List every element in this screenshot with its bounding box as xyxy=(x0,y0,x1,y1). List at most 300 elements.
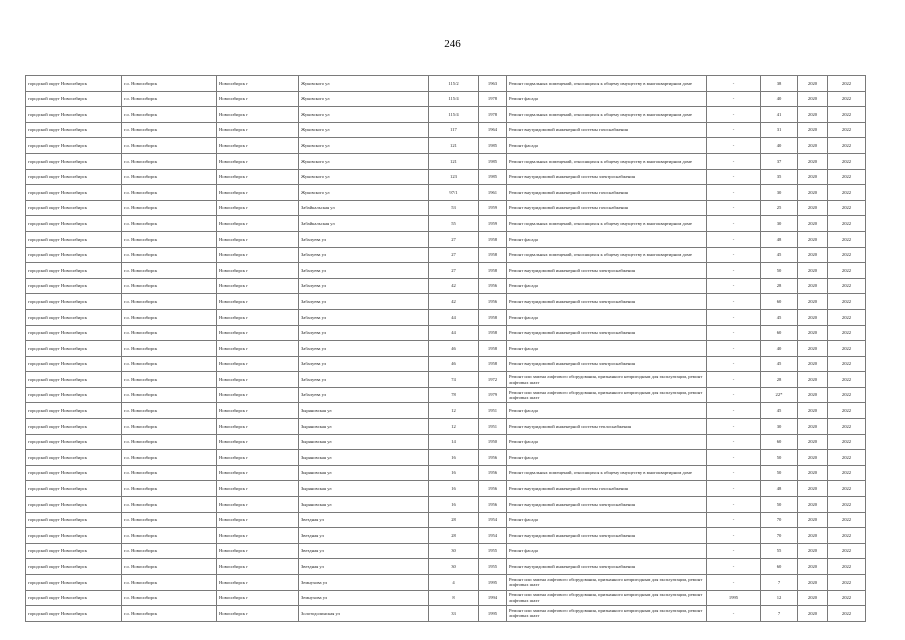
municipality-cell: городской округ Новосибирск xyxy=(26,107,122,123)
start-year-cell: 2020 xyxy=(798,465,828,481)
table-row xyxy=(26,465,866,481)
city-cell: Новосибирск г xyxy=(217,450,299,466)
build-year-cell: 1958 xyxy=(479,356,507,372)
work-type-cell: Ремонт фасада xyxy=(507,450,707,466)
start-year-cell: 2020 xyxy=(798,434,828,450)
table-row xyxy=(26,512,866,528)
table-row xyxy=(26,138,866,154)
city-cell: Новосибирск г xyxy=(217,372,299,388)
end-year-cell: 2022 xyxy=(828,341,866,357)
start-year-cell: 2020 xyxy=(798,76,828,92)
municipality-cell: городской округ Новосибирск xyxy=(26,559,122,575)
end-year-cell: 2022 xyxy=(828,76,866,92)
street-cell: Земнухова ул xyxy=(299,575,429,591)
municipality-cell: городской округ Новосибирск xyxy=(26,543,122,559)
house-number-cell: 14 xyxy=(429,434,479,450)
house-number-cell: 8 xyxy=(429,590,479,606)
work-type-cell: Ремонт внутридомовой инженерной системы теплоснабжения xyxy=(507,419,707,435)
build-year-cell: 1994 xyxy=(479,590,507,606)
house-number-cell: 27 xyxy=(429,247,479,263)
commissioning-cell: - xyxy=(707,356,761,372)
city-cell: Новосибирск г xyxy=(217,278,299,294)
municipality-cell: городской округ Новосибирск xyxy=(26,216,122,232)
table-row xyxy=(26,372,866,388)
start-year-cell: 2020 xyxy=(798,590,828,606)
municipality-cell: городской округ Новосибирск xyxy=(26,575,122,591)
wear-percent-cell: 7 xyxy=(761,606,798,622)
wear-percent-cell: 45 xyxy=(761,247,798,263)
city-cell: Новосибирск г xyxy=(217,153,299,169)
build-year-cell: 1978 xyxy=(479,107,507,123)
build-year-cell: 1956 xyxy=(479,278,507,294)
start-year-cell: 2020 xyxy=(798,169,828,185)
wear-percent-cell: 12 xyxy=(761,590,798,606)
municipality-cell: городской округ Новосибирск xyxy=(26,419,122,435)
commissioning-cell: - xyxy=(707,434,761,450)
municipality-cell: городской округ Новосибирск xyxy=(26,263,122,279)
commissioning-cell: - xyxy=(707,76,761,92)
city-cell: Новосибирск г xyxy=(217,309,299,325)
commissioning-cell: - xyxy=(707,497,761,513)
commissioning-cell: - xyxy=(707,169,761,185)
commissioning-cell: - xyxy=(707,512,761,528)
start-year-cell: 2020 xyxy=(798,278,828,294)
end-year-cell: 2022 xyxy=(828,309,866,325)
municipality-cell: городской округ Новосибирск xyxy=(26,372,122,388)
build-year-cell: 1963 xyxy=(479,76,507,92)
commissioning-cell: - xyxy=(707,465,761,481)
municipality-cell: городской округ Новосибирск xyxy=(26,590,122,606)
commissioning-cell: - xyxy=(707,606,761,622)
work-type-cell: Ремонт фасада xyxy=(507,278,707,294)
start-year-cell: 2020 xyxy=(798,263,828,279)
build-year-cell: 1951 xyxy=(479,419,507,435)
work-type-cell: Ремонт фасада xyxy=(507,91,707,107)
settlement-cell: г.о. Новосибирск xyxy=(122,512,217,528)
city-cell: Новосибирск г xyxy=(217,512,299,528)
street-cell: Забалуева ул xyxy=(299,263,429,279)
start-year-cell: 2020 xyxy=(798,341,828,357)
table-row xyxy=(26,497,866,513)
table-row xyxy=(26,294,866,310)
city-cell: Новосибирск г xyxy=(217,76,299,92)
wear-percent-cell: 35 xyxy=(761,169,798,185)
wear-percent-cell: 70 xyxy=(761,512,798,528)
commissioning-cell: - xyxy=(707,372,761,388)
table-row xyxy=(26,91,866,107)
house-number-cell: 28 xyxy=(429,512,479,528)
commissioning-cell: - xyxy=(707,200,761,216)
work-type-cell: Ремонт подвальных помещений, относящихся к общему имуществу в многоквартирном доме xyxy=(507,465,707,481)
street-cell: Забалуева ул xyxy=(299,341,429,357)
street-cell: Забалуева ул xyxy=(299,247,429,263)
work-type-cell: Ремонт фасада xyxy=(507,543,707,559)
table-row xyxy=(26,559,866,575)
end-year-cell: 2022 xyxy=(828,465,866,481)
municipality-cell: городской округ Новосибирск xyxy=(26,76,122,92)
start-year-cell: 2020 xyxy=(798,231,828,247)
work-type-cell: Ремонт подвальных помещений, относящихся к общему имуществу в многоквартирном доме xyxy=(507,107,707,123)
settlement-cell: г.о. Новосибирск xyxy=(122,263,217,279)
city-cell: Новосибирск г xyxy=(217,185,299,201)
house-number-cell: 30 xyxy=(429,543,479,559)
work-type-cell: Ремонт подвальных помещений, относящихся к общему имуществу в многоквартирном доме xyxy=(507,247,707,263)
municipality-cell: городской округ Новосибирск xyxy=(26,606,122,622)
house-number-cell: 55 xyxy=(429,216,479,232)
city-cell: Новосибирск г xyxy=(217,107,299,123)
city-cell: Новосибирск г xyxy=(217,497,299,513)
city-cell: Новосибирск г xyxy=(217,325,299,341)
start-year-cell: 2020 xyxy=(798,372,828,388)
work-type-cell: Ремонт внутридомовой инженерной системы электроснабжения xyxy=(507,356,707,372)
work-type-cell: Ремонт или замена лифтового оборудования, признанного непригодным для эксплуатации, ремонт лифтовых шахт xyxy=(507,372,707,388)
end-year-cell: 2022 xyxy=(828,247,866,263)
work-type-cell: Ремонт внутридомовой инженерной системы электроснабжения xyxy=(507,497,707,513)
build-year-cell: 1995 xyxy=(479,606,507,622)
city-cell: Новосибирск г xyxy=(217,263,299,279)
city-cell: Новосибирск г xyxy=(217,528,299,544)
end-year-cell: 2022 xyxy=(828,497,866,513)
work-type-cell: Ремонт внутридомовой инженерной системы газоснабжения xyxy=(507,200,707,216)
wear-percent-cell: 40 xyxy=(761,91,798,107)
settlement-cell: г.о. Новосибирск xyxy=(122,481,217,497)
municipality-cell: городской округ Новосибирск xyxy=(26,169,122,185)
house-number-cell: 115/4 xyxy=(429,107,479,123)
end-year-cell: 2022 xyxy=(828,559,866,575)
settlement-cell: г.о. Новосибирск xyxy=(122,543,217,559)
house-number-cell: 12 xyxy=(429,419,479,435)
build-year-cell: 1958 xyxy=(479,341,507,357)
table-row xyxy=(26,247,866,263)
municipality-cell: городской округ Новосибирск xyxy=(26,200,122,216)
start-year-cell: 2020 xyxy=(798,606,828,622)
end-year-cell: 2022 xyxy=(828,122,866,138)
city-cell: Новосибирск г xyxy=(217,465,299,481)
work-type-cell: Ремонт внутридомовой инженерной системы электроснабжения xyxy=(507,325,707,341)
end-year-cell: 2022 xyxy=(828,356,866,372)
commissioning-cell: - xyxy=(707,481,761,497)
work-type-cell: Ремонт или замена лифтового оборудования, признанного непригодным для эксплуатации, ремонт лифтовых шахт xyxy=(507,606,707,622)
street-cell: Забалуева ул xyxy=(299,387,429,403)
table-row xyxy=(26,200,866,216)
start-year-cell: 2020 xyxy=(798,122,828,138)
build-year-cell: 1955 xyxy=(479,543,507,559)
commissioning-cell: - xyxy=(707,403,761,419)
commissioning-cell: - xyxy=(707,387,761,403)
city-cell: Новосибирск г xyxy=(217,419,299,435)
municipality-cell: городской округ Новосибирск xyxy=(26,247,122,263)
build-year-cell: 1954 xyxy=(479,528,507,544)
settlement-cell: г.о. Новосибирск xyxy=(122,325,217,341)
commissioning-cell: - xyxy=(707,528,761,544)
start-year-cell: 2020 xyxy=(798,512,828,528)
wear-percent-cell: 45 xyxy=(761,403,798,419)
street-cell: Забалуева ул xyxy=(299,356,429,372)
street-cell: Жуковского ул xyxy=(299,153,429,169)
municipality-cell: городской округ Новосибирск xyxy=(26,403,122,419)
municipality-cell: городской округ Новосибирск xyxy=(26,231,122,247)
table-row xyxy=(26,169,866,185)
end-year-cell: 2022 xyxy=(828,372,866,388)
table-row xyxy=(26,263,866,279)
work-type-cell: Ремонт подвальных помещений, относящихся к общему имуществу в многоквартирном доме xyxy=(507,76,707,92)
table-row xyxy=(26,185,866,201)
work-type-cell: Ремонт внутридомовой инженерной системы электроснабжения xyxy=(507,528,707,544)
municipality-cell: городской округ Новосибирск xyxy=(26,356,122,372)
build-year-cell: 1950 xyxy=(479,434,507,450)
settlement-cell: г.о. Новосибирск xyxy=(122,419,217,435)
street-cell: Забалуева ул xyxy=(299,325,429,341)
municipality-cell: городской округ Новосибирск xyxy=(26,341,122,357)
start-year-cell: 2020 xyxy=(798,138,828,154)
street-cell: Золотодолинская ул xyxy=(299,606,429,622)
municipality-cell: городской округ Новосибирск xyxy=(26,138,122,154)
city-cell: Новосибирск г xyxy=(217,543,299,559)
settlement-cell: г.о. Новосибирск xyxy=(122,200,217,216)
work-type-cell: Ремонт внутридомовой инженерной системы газоснабжения xyxy=(507,481,707,497)
end-year-cell: 2022 xyxy=(828,403,866,419)
end-year-cell: 2022 xyxy=(828,325,866,341)
start-year-cell: 2020 xyxy=(798,481,828,497)
build-year-cell: 1995 xyxy=(479,575,507,591)
street-cell: Забалуева ул xyxy=(299,372,429,388)
municipality-cell: городской округ Новосибирск xyxy=(26,294,122,310)
table-row xyxy=(26,309,866,325)
commissioning-cell: - xyxy=(707,450,761,466)
end-year-cell: 2022 xyxy=(828,419,866,435)
municipality-cell: городской округ Новосибирск xyxy=(26,465,122,481)
wear-percent-cell: 55 xyxy=(761,543,798,559)
street-cell: Звездная ул xyxy=(299,543,429,559)
city-cell: Новосибирск г xyxy=(217,231,299,247)
wear-percent-cell: 50 xyxy=(761,465,798,481)
table-row xyxy=(26,481,866,497)
work-type-cell: Ремонт внутридомовой инженерной системы электроснабжения xyxy=(507,169,707,185)
settlement-cell: г.о. Новосибирск xyxy=(122,185,217,201)
street-cell: Забалуева ул xyxy=(299,231,429,247)
work-type-cell: Ремонт фасада xyxy=(507,309,707,325)
start-year-cell: 2020 xyxy=(798,497,828,513)
house-number-cell: 44 xyxy=(429,309,479,325)
settlement-cell: г.о. Новосибирск xyxy=(122,606,217,622)
table-row xyxy=(26,606,866,622)
build-year-cell: 1964 xyxy=(479,122,507,138)
settlement-cell: г.о. Новосибирск xyxy=(122,91,217,107)
start-year-cell: 2020 xyxy=(798,294,828,310)
build-year-cell: 1958 xyxy=(479,325,507,341)
settlement-cell: г.о. Новосибирск xyxy=(122,356,217,372)
work-type-cell: Ремонт подвальных помещений, относящихся к общему имуществу в многоквартирном доме xyxy=(507,216,707,232)
wear-percent-cell: 45 xyxy=(761,356,798,372)
house-number-cell: 4 xyxy=(429,575,479,591)
house-number-cell: 12 xyxy=(429,403,479,419)
end-year-cell: 2022 xyxy=(828,216,866,232)
street-cell: Забайкальская ул xyxy=(299,216,429,232)
table-row xyxy=(26,528,866,544)
house-number-cell: 74 xyxy=(429,372,479,388)
end-year-cell: 2022 xyxy=(828,107,866,123)
city-cell: Новосибирск г xyxy=(217,575,299,591)
work-type-cell: Ремонт фасада xyxy=(507,231,707,247)
street-cell: Зыряновская ул xyxy=(299,403,429,419)
page-number: 246 xyxy=(444,38,461,50)
start-year-cell: 2020 xyxy=(798,216,828,232)
end-year-cell: 2022 xyxy=(828,450,866,466)
commissioning-cell: - xyxy=(707,216,761,232)
city-cell: Новосибирск г xyxy=(217,590,299,606)
street-cell: Зыряновская ул xyxy=(299,481,429,497)
settlement-cell: г.о. Новосибирск xyxy=(122,247,217,263)
street-cell: Звездная ул xyxy=(299,559,429,575)
table-row xyxy=(26,434,866,450)
commissioning-cell: - xyxy=(707,575,761,591)
street-cell: Жуковского ул xyxy=(299,107,429,123)
municipality-cell: городской округ Новосибирск xyxy=(26,309,122,325)
commissioning-cell: - xyxy=(707,107,761,123)
city-cell: Новосибирск г xyxy=(217,481,299,497)
table-row xyxy=(26,107,866,123)
commissioning-cell: - xyxy=(707,185,761,201)
wear-percent-cell: 60 xyxy=(761,434,798,450)
commissioning-cell: - xyxy=(707,543,761,559)
municipality-cell: городской округ Новосибирск xyxy=(26,153,122,169)
house-number-cell: 44 xyxy=(429,325,479,341)
city-cell: Новосибирск г xyxy=(217,403,299,419)
city-cell: Новосибирск г xyxy=(217,434,299,450)
street-cell: Забалуева ул xyxy=(299,309,429,325)
start-year-cell: 2020 xyxy=(798,528,828,544)
street-cell: Звездная ул xyxy=(299,528,429,544)
work-type-cell: Ремонт внутридомовой инженерной системы электроснабжения xyxy=(507,294,707,310)
build-year-cell: 1979 xyxy=(479,387,507,403)
house-number-cell: 30 xyxy=(429,559,479,575)
build-year-cell: 1958 xyxy=(479,263,507,279)
commissioning-cell: - xyxy=(707,231,761,247)
work-type-cell: Ремонт внутридомовой инженерной системы газоснабжения xyxy=(507,122,707,138)
commissioning-cell: - xyxy=(707,278,761,294)
settlement-cell: г.о. Новосибирск xyxy=(122,465,217,481)
wear-percent-cell: 30 xyxy=(761,185,798,201)
city-cell: Новосибирск г xyxy=(217,247,299,263)
end-year-cell: 2022 xyxy=(828,153,866,169)
table-row xyxy=(26,76,866,92)
wear-percent-cell: 70 xyxy=(761,528,798,544)
settlement-cell: г.о. Новосибирск xyxy=(122,528,217,544)
end-year-cell: 2022 xyxy=(828,512,866,528)
table-row xyxy=(26,419,866,435)
city-cell: Новосибирск г xyxy=(217,91,299,107)
house-number-cell: 16 xyxy=(429,465,479,481)
house-number-cell: 33 xyxy=(429,606,479,622)
table-row xyxy=(26,231,866,247)
table-row xyxy=(26,122,866,138)
municipality-cell: городской округ Новосибирск xyxy=(26,91,122,107)
start-year-cell: 2020 xyxy=(798,387,828,403)
table-row xyxy=(26,575,866,591)
municipality-cell: городской округ Новосибирск xyxy=(26,512,122,528)
table-row xyxy=(26,543,866,559)
settlement-cell: г.о. Новосибирск xyxy=(122,138,217,154)
street-cell: Зыряновская ул xyxy=(299,450,429,466)
start-year-cell: 2020 xyxy=(798,325,828,341)
end-year-cell: 2022 xyxy=(828,231,866,247)
settlement-cell: г.о. Новосибирск xyxy=(122,169,217,185)
build-year-cell: 1959 xyxy=(479,200,507,216)
build-year-cell: 1958 xyxy=(479,231,507,247)
wear-percent-cell: 48 xyxy=(761,231,798,247)
settlement-cell: г.о. Новосибирск xyxy=(122,387,217,403)
work-type-cell: Ремонт фасада xyxy=(507,138,707,154)
start-year-cell: 2020 xyxy=(798,247,828,263)
end-year-cell: 2022 xyxy=(828,590,866,606)
settlement-cell: г.о. Новосибирск xyxy=(122,575,217,591)
work-type-cell: Ремонт подвальных помещений, относящихся к общему имуществу в многоквартирном доме xyxy=(507,153,707,169)
city-cell: Новосибирск г xyxy=(217,341,299,357)
start-year-cell: 2020 xyxy=(798,153,828,169)
end-year-cell: 2022 xyxy=(828,185,866,201)
wear-percent-cell: 60 xyxy=(761,325,798,341)
settlement-cell: г.о. Новосибирск xyxy=(122,341,217,357)
house-number-cell: 46 xyxy=(429,356,479,372)
wear-percent-cell: 31 xyxy=(761,122,798,138)
wear-percent-cell: 60 xyxy=(761,559,798,575)
end-year-cell: 2022 xyxy=(828,387,866,403)
build-year-cell: 1978 xyxy=(479,91,507,107)
house-number-cell: 16 xyxy=(429,497,479,513)
work-type-cell: Ремонт внутридомовой инженерной системы электроснабжения xyxy=(507,559,707,575)
end-year-cell: 2022 xyxy=(828,528,866,544)
wear-percent-cell: 41 xyxy=(761,107,798,123)
wear-percent-cell: 50 xyxy=(761,497,798,513)
commissioning-cell: - xyxy=(707,263,761,279)
street-cell: Жуковского ул xyxy=(299,138,429,154)
work-type-cell: Ремонт фасада xyxy=(507,341,707,357)
commissioning-cell: - xyxy=(707,559,761,575)
municipality-cell: городской округ Новосибирск xyxy=(26,387,122,403)
start-year-cell: 2020 xyxy=(798,185,828,201)
table-row xyxy=(26,450,866,466)
table-row xyxy=(26,590,866,606)
wear-percent-cell: 45 xyxy=(761,309,798,325)
work-type-cell: Ремонт внутридомовой инженерной системы газоснабжения xyxy=(507,185,707,201)
end-year-cell: 2022 xyxy=(828,200,866,216)
municipality-cell: городской округ Новосибирск xyxy=(26,481,122,497)
wear-percent-cell: 30 xyxy=(761,419,798,435)
build-year-cell: 1956 xyxy=(479,497,507,513)
city-cell: Новосибирск г xyxy=(217,200,299,216)
table-row xyxy=(26,403,866,419)
work-type-cell: Ремонт или замена лифтового оборудования, признанного непригодным для эксплуатации, ремонт лифтовых шахт xyxy=(507,387,707,403)
settlement-cell: г.о. Новосибирск xyxy=(122,122,217,138)
commissioning-cell: - xyxy=(707,294,761,310)
street-cell: Жуковского ул xyxy=(299,122,429,138)
wear-percent-cell: 40 xyxy=(761,341,798,357)
street-cell: Звездная ул xyxy=(299,512,429,528)
street-cell: Забалуева ул xyxy=(299,294,429,310)
wear-percent-cell: 22* xyxy=(761,387,798,403)
start-year-cell: 2020 xyxy=(798,450,828,466)
build-year-cell: 1951 xyxy=(479,403,507,419)
build-year-cell: 1958 xyxy=(479,247,507,263)
end-year-cell: 2022 xyxy=(828,481,866,497)
settlement-cell: г.о. Новосибирск xyxy=(122,309,217,325)
table-row xyxy=(26,387,866,403)
house-number-cell: 121 xyxy=(429,138,479,154)
house-number-cell: 16 xyxy=(429,481,479,497)
wear-percent-cell: 48 xyxy=(761,481,798,497)
house-number-cell: 16 xyxy=(429,450,479,466)
municipality-cell: городской округ Новосибирск xyxy=(26,325,122,341)
